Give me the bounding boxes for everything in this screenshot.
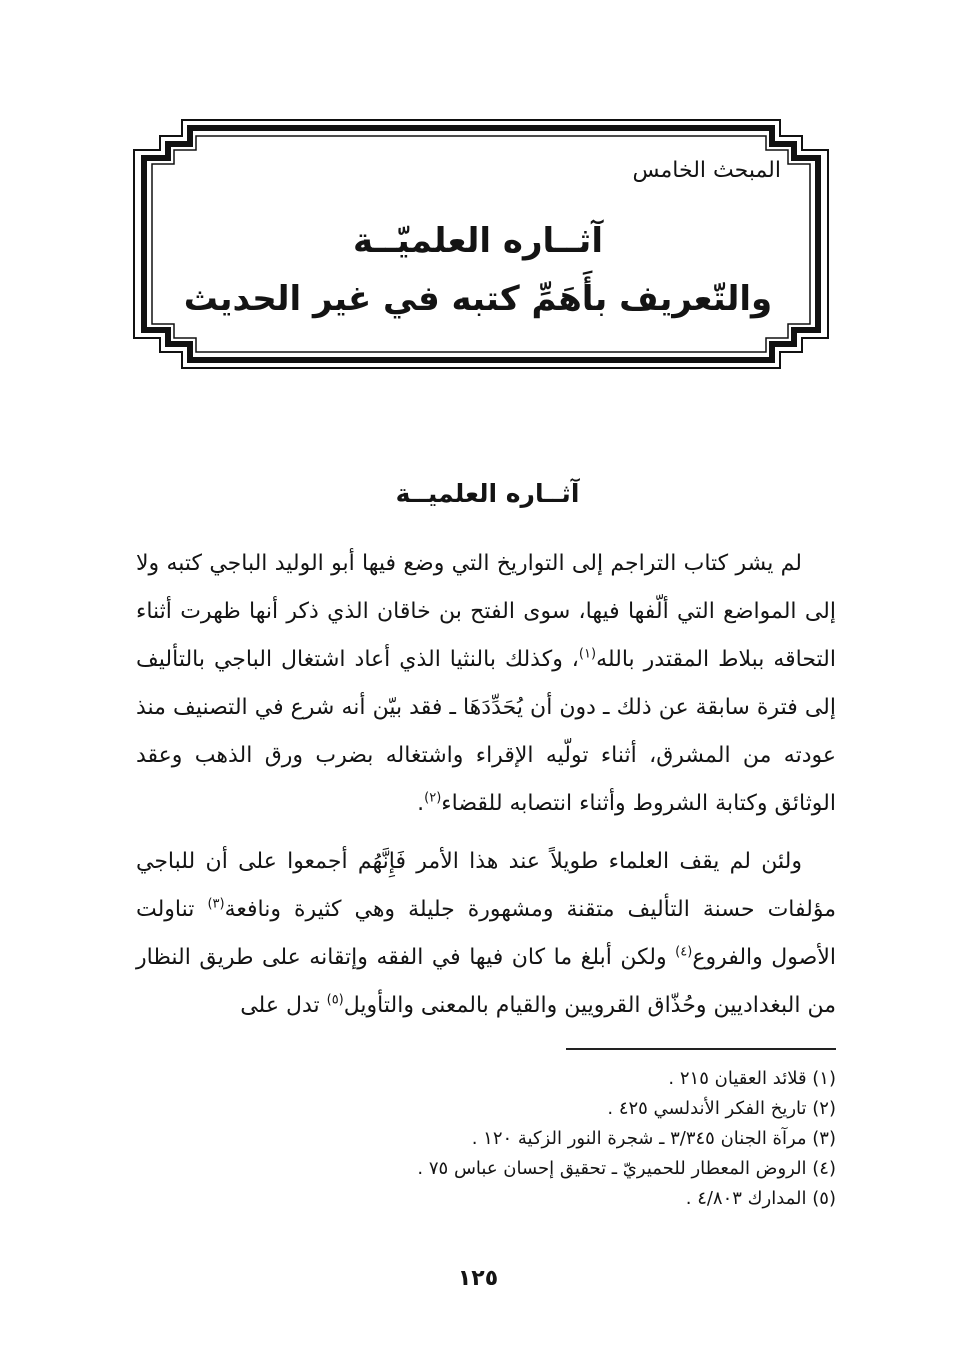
paragraph-text: .	[417, 791, 425, 816]
paragraph	[136, 540, 836, 828]
footnotes-list	[136, 1064, 836, 1214]
paragraph	[136, 838, 836, 1030]
paragraph-text: لم يشر كتاب التراجم إلى التواريخ التي وضع فيها أبو الوليد الباجي كتبه ولا إلى المواضع التي ألّفها فيها، سوى الفتح بن خاقان الذي ذكر أنها ظهرت أثناء التحاقه ببلاط المقتدر بالله	[136, 551, 836, 672]
footnote-ref: (٣)	[207, 896, 225, 912]
footnote: (٢) تاريخ الفكر الأندلسي ٤٢٥ .	[607, 1098, 836, 1119]
paragraph-text: تدل على	[240, 993, 327, 1018]
paragraph-text: تناولت الأصول والفروع	[136, 897, 836, 970]
footnote: (٥) المدارك ٤/٨٠٣ .	[685, 1188, 836, 1209]
footnote-ref: (٢)	[424, 790, 442, 806]
footnote: (٤) الروض المعطار للحميريّ ـ تحقيق إحسان عباس ٧٥ .	[417, 1158, 836, 1179]
paragraph-text: ولئن لم يقف العلماء طويلاً عند هذا الأمر فَإِنَّهُم أجمعوا على أن للباجي مؤلفات حسنة التأليف متقنة ومشهورة جليلة وهي كثيرة ونافعة	[136, 849, 836, 922]
paragraph-text: ، وكذلك بالنثيا الذي أعاد اشتغال الباجي بالتأليف إلى فترة سابقة عن ذلك ـ دون أن يُحَدِّدَهَا ـ فقد بيّن أنه شرع في التصنيف منذ عودته من المشرق، أثناء تولّيه الإقراء واشتغاله بضرب ورق الذهب وعقد الوثائق وكتابة الشروط وأثناء انتصابه للقضاء	[136, 647, 836, 816]
chapter-title-line-1: آثــاره العلميّــة	[353, 221, 603, 261]
chapter-label: المبحث الخامس	[632, 158, 781, 183]
footnote-separator	[566, 1048, 836, 1050]
chapter-title	[150, 212, 806, 328]
chapter-title-line-2: والتّعريف بأَهَمِّ كتبه في غير الحديث	[183, 279, 773, 319]
page-number: ١٢٥	[457, 1266, 499, 1291]
footnote-ref: (٥)	[326, 992, 344, 1008]
paragraph-text: ولكن أبلغ ما كان فيها في الفقه وإتقانه على طريق النظار من البغداديين وحُذّاق القرويين والقيام بالمعنى والتأويل	[136, 945, 836, 1018]
footnote: (١) قلائد العقيان ٢١٥ .	[668, 1068, 836, 1089]
footnote-ref: (١)	[578, 646, 597, 662]
footnote: (٣) مرآة الجنان ٣/٣٤٥ ـ شجرة النور الزكية ١٢٠ .	[471, 1128, 836, 1149]
footnote-ref: (٤)	[675, 944, 693, 960]
section-heading: آثــاره العلميــة	[395, 479, 580, 508]
body-text	[136, 540, 836, 1040]
